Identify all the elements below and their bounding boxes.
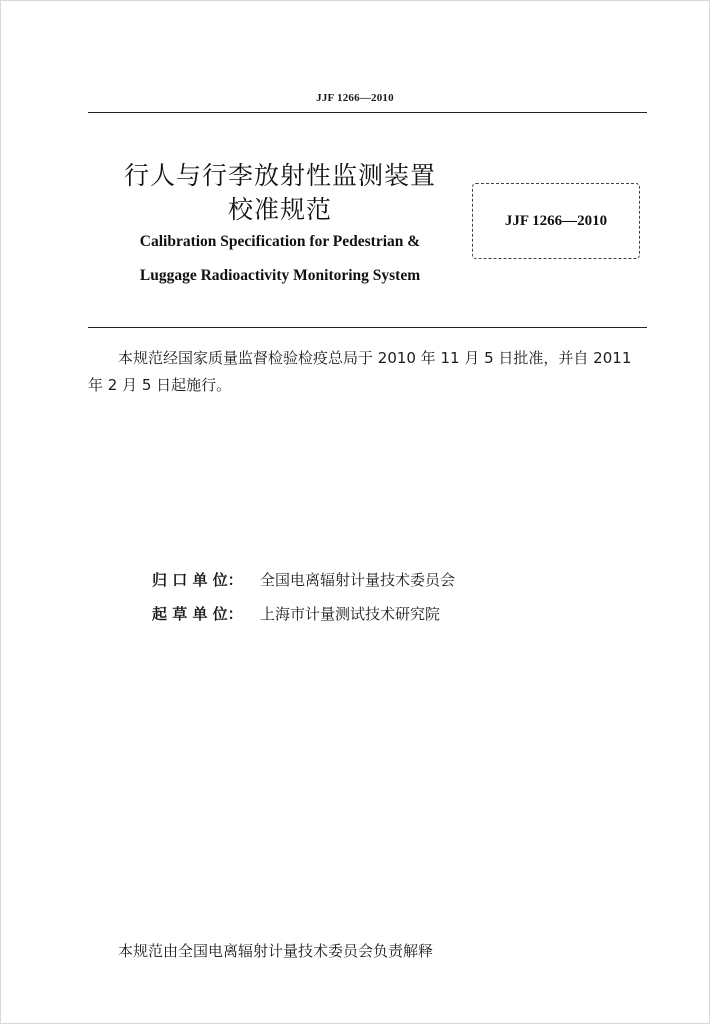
title-english-line2: Luggage Radioactivity Monitoring System xyxy=(139,267,421,284)
title-english-line1: Calibration Specification for Pedestrian & xyxy=(139,233,421,250)
standard-code-box xyxy=(472,183,640,259)
title-chinese-line1: 行人与行李放射性监测装置 xyxy=(123,161,436,190)
header-standard-code: JJF 1266—2010 xyxy=(316,92,394,104)
interpretation-note: 本规范由全国电离辐射计量技术委员会负责解释 xyxy=(118,942,434,960)
responsible-unit-row xyxy=(152,569,455,590)
title-chinese-line2: 校准规范 xyxy=(227,195,332,224)
responsible-unit-label: 归 口 单 位： xyxy=(152,571,243,589)
standard-code-box-text: JJF 1266—2010 xyxy=(504,212,608,229)
drafting-unit-row xyxy=(152,603,440,624)
responsible-unit-value: 全国电离辐射计量技术委员会 xyxy=(260,571,456,589)
top-divider xyxy=(88,112,647,113)
drafting-unit-label: 起 草 单 位： xyxy=(152,605,243,623)
drafting-unit-value: 上海市计量测试技术研究院 xyxy=(260,605,441,623)
approval-statement: 本规范经国家质量监督检验检疫总局于 2010 年 11 月 5 日批准，并自 2011 年 2 月 5 日起施行。 xyxy=(88,349,632,394)
middle-divider xyxy=(88,327,647,328)
